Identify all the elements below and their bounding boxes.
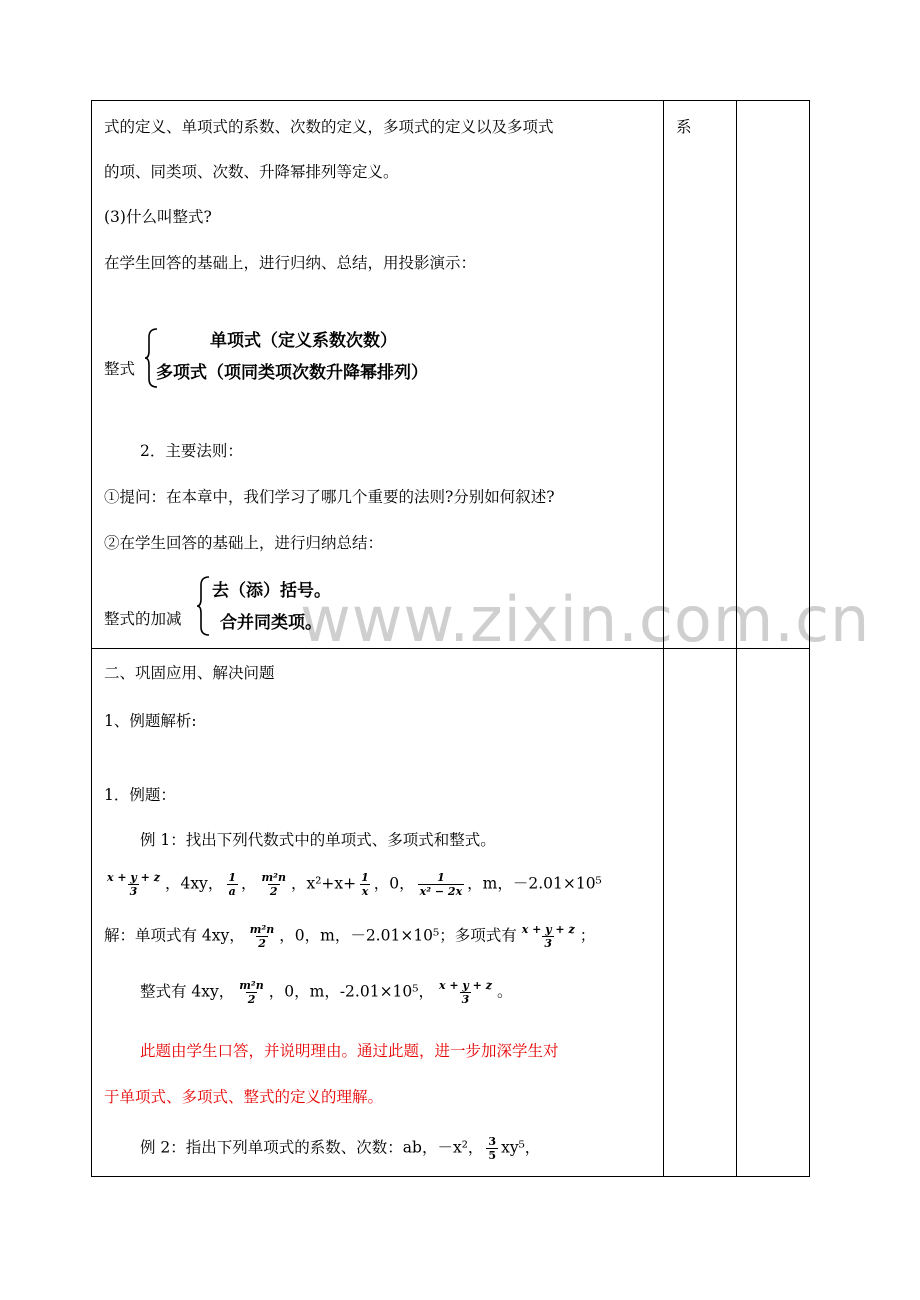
- fraction: $\frac{\text{m²n}}{2}$: [239, 979, 264, 1006]
- text-line: 例 1：找出下列代数式中的单项式、多项式和整式。: [140, 831, 496, 849]
- text-line: 在学生回答的基础上，进行归纳、总结，用投影演示：: [104, 254, 477, 272]
- table-row: [92, 649, 810, 1177]
- tree-branch: 单项式（定义系数次数）: [210, 331, 397, 351]
- section-heading: 二、巩固应用、解决问题: [104, 664, 275, 682]
- solution-line: 解：单项式有 4xy， $\frac{\text{m²n}}{2}$ ，0，m，－2.01×10⁵；多项式有 $\frac{x + y + z}{3}$ ；: [104, 923, 596, 950]
- watermark: www.zixin.com.cn: [300, 583, 871, 656]
- lesson-table: [91, 100, 810, 1177]
- side-cell: [664, 649, 737, 1177]
- text-line: 1．例题：: [104, 786, 176, 804]
- text-line: 的项、同类项、次数、升降幂排列等定义。: [104, 163, 399, 181]
- fraction: $\frac{1}{\text{x² − 2x}}$: [419, 871, 463, 898]
- fraction: $\frac{x + y + z}{3}$: [521, 923, 575, 950]
- text-line: ①提问：在本章中，我们学习了哪几个重要的法则?分别如何叙述?: [104, 488, 555, 506]
- fraction: $\frac{1}{a}$: [228, 871, 236, 898]
- tree-root-label: 整式: [104, 360, 136, 378]
- text-line: 2．主要法则：: [140, 442, 243, 460]
- solution-line: 整式有 4xy， $\frac{\text{m²n}}{2}$ ，0，m，-2.01×10⁵， $\frac{x + y + z}{3}$ 。: [140, 979, 513, 1006]
- content-cell: [92, 649, 664, 1177]
- fraction: $\frac{x + y + z}{3}$: [107, 871, 160, 898]
- tree-branch: 去（添）括号。: [212, 581, 331, 601]
- side-cell: [737, 649, 810, 1177]
- tree-branch: 合并同类项。: [220, 613, 322, 633]
- content-cell: [92, 101, 664, 649]
- side-cell: [737, 101, 810, 649]
- side-label: 系: [676, 118, 692, 136]
- text-line: 1、例题解析:: [104, 712, 197, 730]
- tree-root-label: 整式的加减: [104, 610, 182, 628]
- tree-branch: 多项式（项同类项次数升降幂排列）: [156, 363, 428, 383]
- fraction: $\frac{1}{x}$: [361, 871, 369, 898]
- text-line: (3)什么叫整式?: [104, 208, 212, 226]
- fraction: $\frac{\text{m²n}}{2}$: [261, 871, 286, 898]
- fraction: $\frac{x + y + z}{3}$: [439, 979, 492, 1006]
- fraction: $\frac{3}{5}$: [488, 1135, 497, 1162]
- teacher-note: 此题由学生口答，并说明理由。通过此题，进一步加深学生对: [140, 1042, 559, 1060]
- side-cell: [664, 101, 737, 649]
- text-line: 式的定义、单项式的系数、次数的定义，多项式的定义以及多项式: [104, 118, 554, 136]
- teacher-note: 于单项式、多项式、整式的定义的理解。: [104, 1088, 384, 1106]
- table-row: [92, 101, 810, 649]
- expression-line: $\frac{x + y + z}{3}$ ，4xy， $\frac{1}{a}$ ， $\frac{\text{m²n}}{2}$ ，x²+x+ $\frac{1}{x}$ ，0， $\frac{1}{\text{x² − 2x}}$ ，m，－2.01×10⁵: [107, 871, 602, 898]
- example-line: 例 2：指出下列单项式的系数、次数：ab，－x²， $\frac{3}{5}$ xy⁵，: [140, 1135, 541, 1162]
- left-brace-icon: [196, 575, 212, 637]
- fraction: $\frac{\text{m²n}}{2}$: [249, 923, 275, 950]
- text-line: ②在学生回答的基础上，进行归纳总结：: [104, 534, 384, 552]
